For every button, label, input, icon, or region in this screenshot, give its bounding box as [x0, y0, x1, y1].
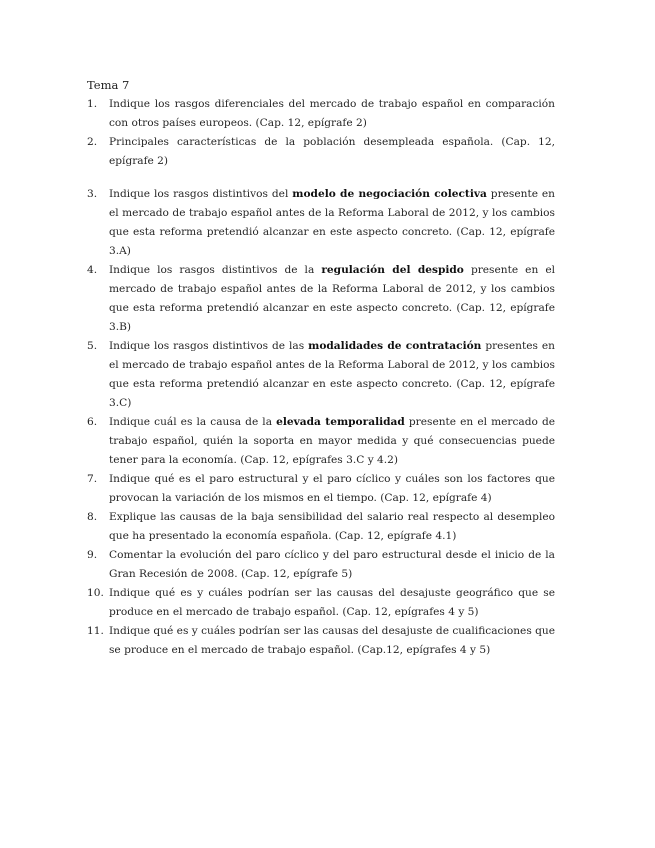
list-item [87, 470, 555, 508]
list-item [87, 413, 555, 470]
item-text: Indique los rasgos distintivos de las [109, 340, 309, 352]
list-item [87, 622, 555, 660]
item-text-bold: modalidades de contratación [308, 340, 482, 352]
list-item [87, 261, 555, 337]
item-text: Indique los rasgos distintivos del [109, 188, 293, 200]
item-number: 5. [87, 340, 98, 352]
item-number: 9. [87, 549, 98, 561]
item-text: Explique las causas de la baja sensibilidad del salario real respecto al desempleo que ha presentado la economía española. (Cap. 12, epígrafe 4.1) [109, 511, 555, 542]
item-text: Indique los rasgos diferenciales del mercado de trabajo español en comparación con otros países europeos. (Cap. 12, epígrafe 2) [109, 98, 555, 129]
list-item [87, 546, 555, 584]
item-text: Indique los rasgos distintivos de la [109, 264, 322, 276]
list-item [87, 584, 555, 622]
item-text: Principales características de la población desempleada española. (Cap. 12, epígrafe 2) [109, 136, 555, 167]
item-text: Indique qué es el paro estructural y el paro cíclico y cuáles son los factores que provocan la variación de los mismos en el tiempo. (Cap. 12, epígrafe 4) [109, 473, 555, 504]
item-number: 2. [87, 136, 98, 148]
item-number: 3. [87, 188, 98, 200]
item-text: presente en el mercado de trabajo español antes de la Reforma Laboral de 2012, y los cambios que esta reforma pretendió alcanzar en este aspecto concreto. (Cap. 12, epígrafe 3.A) [109, 188, 555, 257]
item-text: Comentar la evolución del paro cíclico y del paro estructural desde el inicio de la Gran Recesión de 2008. (Cap. 12, epígrafe 5) [109, 549, 555, 580]
item-text-bold: modelo de negociación colectiva [292, 188, 487, 200]
item-number: 4. [87, 264, 98, 276]
item-text-bold: elevada temporalidad [276, 416, 405, 428]
item-text: presente en el mercado de trabajo español, quién la soporta en mayor medida y qué consecuencias puede tener para la economía. (Cap. 12, epígrafes 3.C y 4.2) [109, 416, 555, 466]
list-item [87, 95, 555, 133]
item-number: 10. [87, 587, 104, 599]
list-item [87, 508, 555, 546]
item-number: 6. [87, 416, 98, 428]
item-text: Indique cuál es la causa de la [109, 416, 277, 428]
item-number: 1. [87, 98, 98, 110]
item-number: 11. [87, 625, 104, 637]
item-number: 7. [87, 473, 98, 485]
item-text-bold: regulación del despido [321, 264, 464, 276]
question-list [87, 95, 555, 660]
page-title: Tema 7 [87, 78, 130, 92]
item-number: 8. [87, 511, 98, 523]
item-text: presente en el mercado de trabajo español antes de la Reforma Laboral de 2012, y los cambios que esta reforma pretendió alcanzar en este aspecto concreto. (Cap. 12, epígrafe 3.B) [109, 264, 555, 333]
item-text: Indique qué es y cuáles podrían ser las causas del desajuste de cualificaciones que se produce en el mercado de trabajo español. (Cap.12, epígrafes 4 y 5) [109, 625, 555, 656]
document-page [87, 76, 555, 660]
item-text: presentes en el mercado de trabajo español antes de la Reforma Laboral de 2012, y los cambios que esta reforma pretendió alcanzar en este aspecto concreto. (Cap. 12, epígrafe 3.C) [109, 340, 555, 409]
list-item [87, 185, 555, 261]
list-item [87, 337, 555, 413]
list-item [87, 133, 555, 171]
item-text: Indique qué es y cuáles podrían ser las causas del desajuste geográfico que se produce en el mercado de trabajo español. (Cap. 12, epígrafes 4 y 5) [109, 587, 555, 618]
